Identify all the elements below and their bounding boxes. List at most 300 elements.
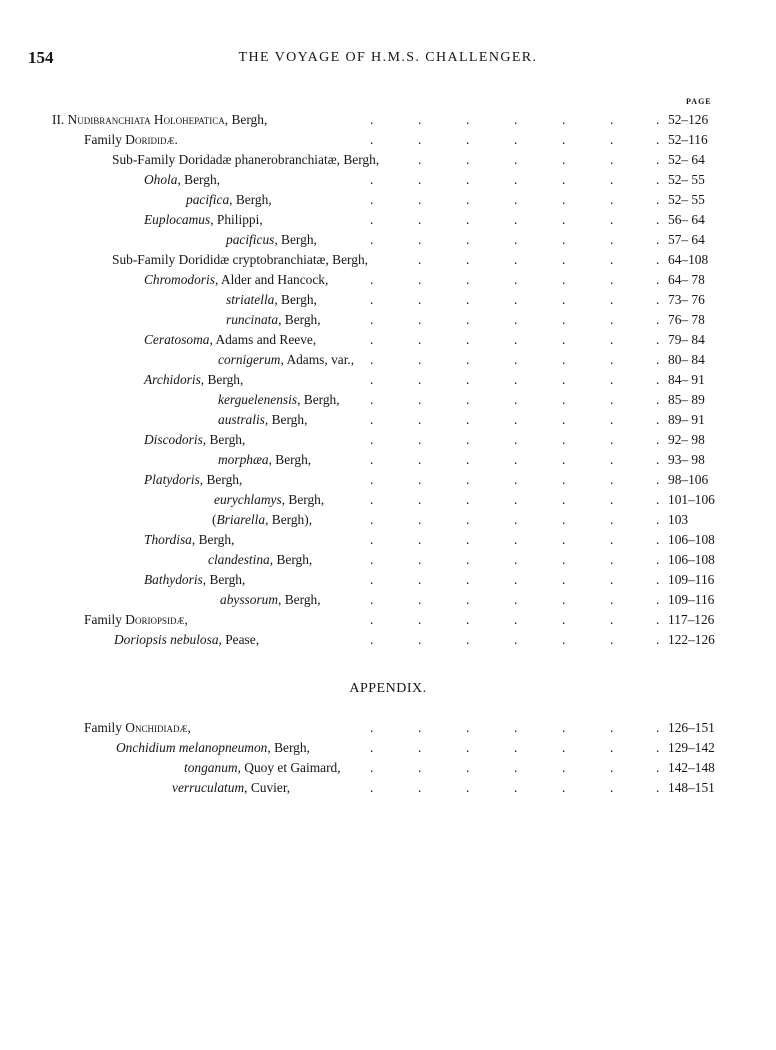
contents-entry [0,130,776,150]
leader-dot: . [610,472,614,487]
leader-dot: . [562,352,566,367]
leader-dot: . [656,372,660,387]
entry-rest: , Bergh, [264,412,308,427]
leader-dot: . [656,760,660,775]
leader-dot: . [418,780,422,795]
leader-dot: . [466,472,470,487]
leader-dot: . [370,592,374,607]
entry-label [226,230,317,250]
leader-dot: . [370,212,374,227]
leader-dot: . [610,432,614,447]
contents-entry [0,450,776,470]
entry-name: striatella [226,292,275,307]
contents-entry [0,290,776,310]
entry-prefix: ( [212,512,217,527]
entry-rest: , [187,720,191,735]
leader-dot: . [514,720,518,735]
entry-rest: , Bergh, [191,532,235,547]
entry-name: clandestina [208,552,270,567]
leader-dot: . [610,452,614,467]
contents-entry [0,550,776,570]
leader-dot: . [610,532,614,547]
entry-name: Onchidiadæ [125,720,188,735]
leader-dot: . [514,572,518,587]
leader-dot: . [562,512,566,527]
leader-dot: . [610,152,614,167]
leader-dot: . [418,152,422,167]
leader-dot: . [466,572,470,587]
entry-label [144,430,245,450]
entry-rest: , Bergh, [202,432,246,447]
entry-pages: 52– 55 [668,192,705,207]
leader-dot: . [514,780,518,795]
entry-pages: 52– 64 [668,152,705,167]
entry-rest: , Quoy et Gaimard, [237,760,341,775]
leader-dot: . [610,132,614,147]
leader-dot: . [656,780,660,795]
entry-label [144,570,245,590]
leader-dot: . [656,532,660,547]
entry-pages: 103 [668,512,689,527]
leader-dot: . [418,272,422,287]
leader-dot: . [656,432,660,447]
entry-label [226,290,317,310]
leader-dot: . [418,760,422,775]
entry-rest: , Bergh, [274,292,317,307]
entry-label [84,130,178,150]
leader-dot: . [370,612,374,627]
leader-dot: . [466,760,470,775]
entry-pages: 122–126 [668,632,715,647]
leader-dot: . [656,392,660,407]
leader-dot: . [610,632,614,647]
leader-dot: . [466,412,470,427]
contents-entry [0,778,776,798]
entry-pages: 79– 84 [668,332,705,347]
contents-list [0,110,776,650]
entry-pages: 85– 89 [668,392,705,407]
contents-entry [0,250,776,270]
entry-rest: , Bergh, [268,452,312,467]
contents-entry [0,490,776,510]
entry-rest: , Pease, [218,632,260,647]
leader-dot: . [514,740,518,755]
entry-pages: 92– 98 [668,432,705,447]
leader-dot: . [370,432,374,447]
leader-dot: . [418,292,422,307]
leader-dot: . [514,332,518,347]
leader-dot: . [370,332,374,347]
entry-rest: , Bergh, [200,372,244,387]
leader-dot: . [610,192,614,207]
entry-pages: 52– 55 [668,172,705,187]
leader-dot: . [610,332,614,347]
leader-dot: . [656,252,660,267]
contents-entry [0,430,776,450]
entry-rest: , Bergh, [202,572,246,587]
leader-dot: . [656,492,660,507]
leader-dot: . [514,352,518,367]
leader-dot: . [610,312,614,327]
entry-pages: 106–108 [668,532,715,547]
contents-entry [0,150,776,170]
leader-dot: . [370,780,374,795]
contents-entry [0,590,776,610]
leader-dot: . [418,512,422,527]
entry-name: Ohola [144,172,178,187]
leader-dot: . [418,532,422,547]
leader-dot: . [370,720,374,735]
entry-rest: , Adams, var., [280,352,355,367]
leader-dot: . [514,632,518,647]
contents-entry [0,610,776,630]
entry-rest: , Bergh), [265,512,313,527]
entry-name: Archidoris [144,372,201,387]
leader-dot: . [656,332,660,347]
leader-dot: . [562,392,566,407]
entry-pages: 57– 64 [668,232,705,247]
entry-label [84,610,188,630]
entry-name: cornigerum [218,352,281,367]
leader-dot: . [370,452,374,467]
entry-label [212,510,312,530]
leader-dot: . [370,172,374,187]
leader-dot: . [562,152,566,167]
entry-pages: 117–126 [668,612,715,627]
leader-dot: . [562,292,566,307]
entry-prefix: Family [84,132,126,147]
leader-dot: . [418,720,422,735]
leader-dot: . [656,112,660,127]
leader-dot: . [418,372,422,387]
leader-dot: . [466,132,470,147]
contents-entry [0,190,776,210]
leader-dot: . [466,592,470,607]
leader-dot: . [418,112,422,127]
leader-dot: . [370,272,374,287]
leader-dot: . [418,392,422,407]
leader-dot: . [610,232,614,247]
entry-label [112,150,379,170]
leader-dot: . [514,592,518,607]
entry-pages: 142–148 [668,760,715,775]
entry-rest: , Bergh, [267,740,310,755]
entry-pages: 101–106 [668,492,715,507]
leader-dot: . [418,192,422,207]
leader-dot: . [656,272,660,287]
leader-dot: . [562,132,566,147]
leader-dot: . [466,172,470,187]
entry-rest: , Alder and Hancock, [214,272,329,287]
entry-rest: , Bergh, [199,472,243,487]
entry-prefix: Family [84,612,126,627]
leader-dot: . [610,552,614,567]
leader-dot: . [562,552,566,567]
entry-label [220,590,321,610]
leader-dot: . [562,232,566,247]
entry-label [114,630,259,650]
leader-dot: . [656,212,660,227]
leader-dot: . [656,412,660,427]
leader-dot: . [514,552,518,567]
leader-dot: . [656,452,660,467]
entry-label [218,390,340,410]
leader-dot: . [418,472,422,487]
leader-dot: . [466,212,470,227]
leader-dot: . [656,592,660,607]
leader-dot: . [466,392,470,407]
leader-dot: . [514,512,518,527]
entry-pages: 126–151 [668,720,715,735]
leader-dot: . [514,152,518,167]
leader-dot: . [370,532,374,547]
leader-dot: . [562,740,566,755]
leader-dot: . [610,492,614,507]
entry-pages: 84– 91 [668,372,705,387]
leader-dot: . [466,452,470,467]
leader-dot: . [610,292,614,307]
entry-label [172,778,290,798]
leader-dot: . [562,192,566,207]
entry-rest: , Bergh, [274,232,317,247]
leader-dot: . [610,760,614,775]
entry-prefix: Family [84,720,126,735]
entry-pages: 109–116 [668,572,715,587]
entry-label [184,758,341,778]
leader-dot: . [656,192,660,207]
leader-dot: . [466,332,470,347]
leader-dot: . [466,532,470,547]
leader-dot: . [370,552,374,567]
entry-label [52,110,267,130]
contents-entry [0,758,776,778]
leader-dot: . [466,632,470,647]
leader-dot: . [418,172,422,187]
leader-dot: . [514,212,518,227]
leader-dot: . [370,132,374,147]
leader-dot: . [562,760,566,775]
leader-dot: . [466,432,470,447]
leader-dot: . [466,612,470,627]
entry-rest: , Bergh, [269,552,313,567]
leader-dot: . [562,272,566,287]
entry-rest: , Bergh, [278,312,321,327]
entry-name: Doriopsidæ [125,612,185,627]
entry-pages: 56– 64 [668,212,705,227]
leader-dot: . [610,720,614,735]
contents-entry [0,370,776,390]
contents-entry [0,310,776,330]
entry-pages: 98–106 [668,472,709,487]
entry-label [144,270,328,290]
leader-dot: . [370,492,374,507]
entry-name: Dorididæ [125,132,175,147]
entry-label [186,190,272,210]
leader-dot: . [562,720,566,735]
leader-dot: . [370,632,374,647]
entry-rest: . [174,132,178,147]
leader-dot: . [656,152,660,167]
leader-dot: . [610,592,614,607]
leader-dot: . [610,512,614,527]
entry-rest: , Bergh, [281,492,325,507]
leader-dot: . [466,740,470,755]
leader-dot: . [466,252,470,267]
appendix-title: APPENDIX. [349,681,427,696]
entry-pages: 64–108 [668,252,709,267]
contents-entry [0,330,776,350]
leader-dot: . [610,572,614,587]
leader-dot: . [418,252,422,267]
leader-dot: . [562,212,566,227]
contents-entry [0,570,776,590]
entry-rest: Sub-Family Dorididæ cryptobranchiatæ, Bergh, [112,252,369,267]
entry-label [218,410,307,430]
entry-pages: 109–116 [668,592,715,607]
leader-dot: . [610,212,614,227]
entry-label [144,470,242,490]
leader-dot: . [466,112,470,127]
entry-pages: 148–151 [668,780,715,795]
leader-dot: . [466,372,470,387]
leader-dot: . [514,292,518,307]
leader-dot: . [418,452,422,467]
leader-dot: . [370,352,374,367]
leader-dot: . [656,172,660,187]
entry-rest: Sub-Family Doridadæ phanerobranchiatæ, Bergh, [112,152,380,167]
leader-dot: . [562,372,566,387]
page-number: 154 [28,48,54,67]
leader-dot: . [466,352,470,367]
entry-label [144,210,263,230]
leader-dot: . [610,112,614,127]
contents-entry [0,738,776,758]
leader-dot: . [418,332,422,347]
entry-label [144,530,234,550]
entry-rest: , Bergh, [278,592,321,607]
leader-dot: . [656,132,660,147]
entry-pages: 52–116 [668,132,708,147]
leader-dot: . [466,192,470,207]
contents-entry [0,270,776,290]
leader-dot: . [418,352,422,367]
entry-name: Thordisa [144,532,192,547]
entry-name: Doriopsis nebulosa [114,632,219,647]
leader-dot: . [656,352,660,367]
entry-pages: 106–108 [668,552,715,567]
leader-dot: . [656,472,660,487]
leader-dot: . [656,512,660,527]
leader-dot: . [656,552,660,567]
entry-name: kerguelenensis [218,392,298,407]
leader-dot: . [610,252,614,267]
entry-name: australis [218,412,265,427]
leader-dot: . [466,780,470,795]
appendix-list [0,718,776,798]
entry-name: abyssorum [220,592,279,607]
leader-dot: . [610,172,614,187]
contents-entry [0,718,776,738]
entry-label [226,310,321,330]
leader-dot: . [514,492,518,507]
entry-name: pacifica [186,192,230,207]
leader-dot: . [418,632,422,647]
entry-label [144,330,316,350]
entry-name: Onchidium melanopneumon [116,740,268,755]
contents-entry [0,410,776,430]
entry-label [218,350,354,370]
entry-label [144,370,243,390]
leader-dot: . [610,352,614,367]
leader-dot: . [562,592,566,607]
leader-dot: . [562,780,566,795]
entry-rest: , Bergh, [177,172,221,187]
leader-dot: . [514,432,518,447]
leader-dot: . [466,512,470,527]
contents-entry [0,170,776,190]
leader-dot: . [418,212,422,227]
leader-dot: . [370,312,374,327]
leader-dot: . [656,632,660,647]
contents-entry [0,350,776,370]
leader-dot: . [418,132,422,147]
entry-rest: , Philippi, [210,212,263,227]
leader-dot: . [514,172,518,187]
leader-dot: . [370,740,374,755]
leader-dot: . [418,740,422,755]
contents-entry [0,630,776,650]
leader-dot: . [562,492,566,507]
leader-dot: . [562,412,566,427]
contents-entry [0,210,776,230]
page-column-label: PAGE [686,97,712,106]
leader-dot: . [562,632,566,647]
leader-dot: . [656,612,660,627]
entry-pages: 129–142 [668,740,715,755]
entry-name: runcinata [226,312,279,327]
leader-dot: . [610,412,614,427]
leader-dot: . [370,760,374,775]
leader-dot: . [514,192,518,207]
entry-pages: 52–126 [668,112,709,127]
entry-prefix: II. [52,112,68,127]
entry-pages: 76– 78 [668,312,705,327]
leader-dot: . [514,392,518,407]
entry-label [218,450,311,470]
leader-dot: . [466,292,470,307]
leader-dot: . [418,572,422,587]
leader-dot: . [466,152,470,167]
leader-dot: . [370,572,374,587]
entry-rest: , Bergh, [229,192,272,207]
leader-dot: . [418,432,422,447]
entry-name: Briarella [216,512,266,527]
entry-label [116,738,310,758]
leader-dot: . [562,432,566,447]
leader-dot: . [370,472,374,487]
leader-dot: . [656,740,660,755]
leader-dot: . [466,232,470,247]
leader-dot: . [562,572,566,587]
contents-entry [0,510,776,530]
entry-pages: 73– 76 [668,292,705,307]
leader-dot: . [370,112,374,127]
entry-rest: , [184,612,188,627]
contents-entry [0,230,776,250]
leader-dot: . [610,740,614,755]
leader-dot: . [562,532,566,547]
leader-dot: . [466,492,470,507]
